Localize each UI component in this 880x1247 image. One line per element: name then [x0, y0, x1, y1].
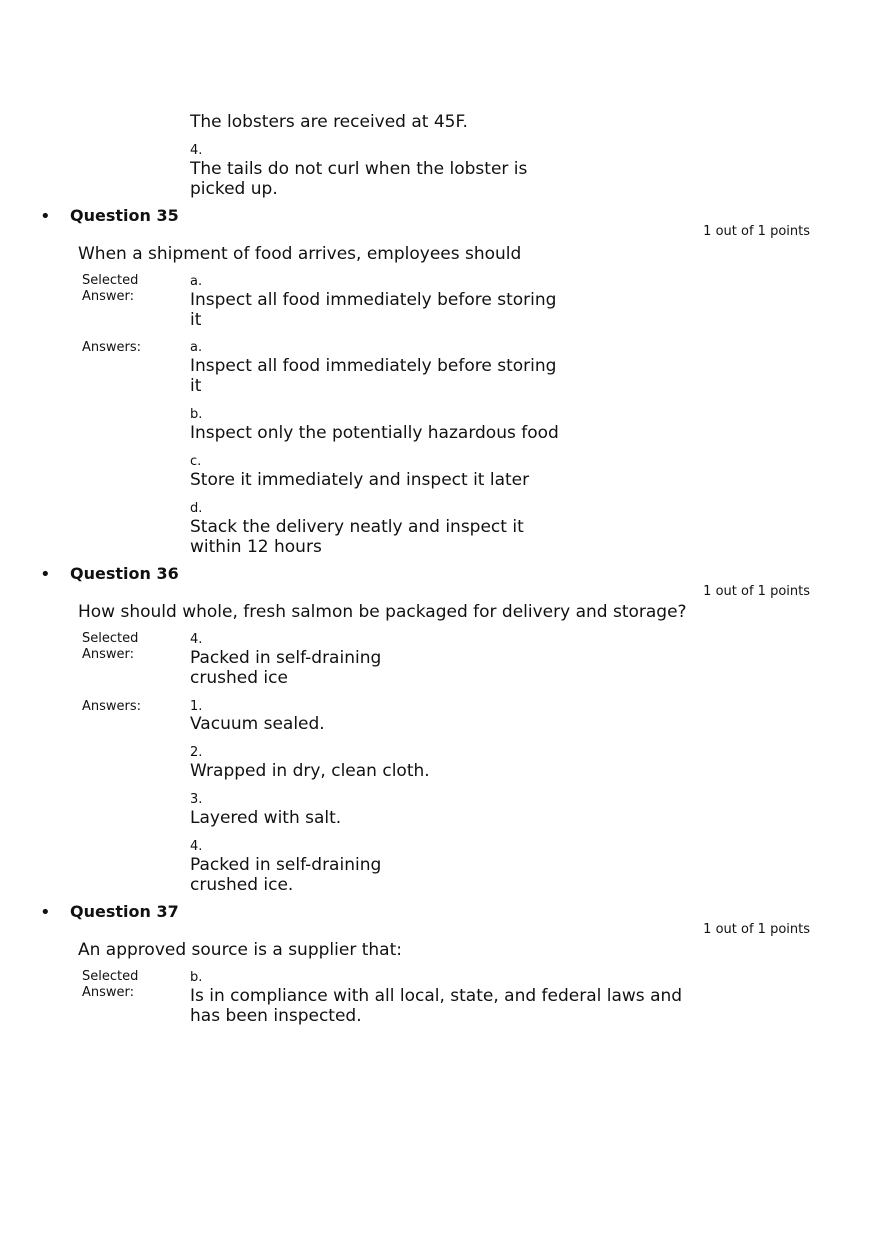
question-title: Question 35: [70, 206, 179, 225]
question-text: An approved source is a supplier that:: [78, 940, 402, 960]
selected-answer-letter: b.: [190, 970, 203, 985]
selected-answer-text: Inspect all food immediately before storing it: [190, 290, 557, 330]
answer-letter: 4.: [190, 839, 203, 854]
answer-text: Store it immediately and inspect it later: [190, 470, 530, 490]
selected-answer-letter: a.: [190, 274, 203, 289]
question-points: 1 out of 1 points: [703, 224, 810, 239]
continuation-answer-letter: 4.: [190, 143, 203, 158]
question-points: 1 out of 1 points: [703, 922, 810, 937]
answer-letter: 1.: [190, 699, 203, 714]
continuation-answer-text: The lobsters are received at 45F.: [190, 112, 468, 132]
selected-answer-label: Selected Answer:: [82, 273, 139, 304]
answer-text: Layered with salt.: [190, 808, 342, 828]
answer-letter: d.: [190, 501, 203, 516]
selected-answer-label: Selected Answer:: [82, 631, 139, 662]
answer-text: Stack the delivery neatly and inspect it within 12 hours: [190, 517, 524, 557]
answer-text: Inspect all food immediately before storing it: [190, 356, 557, 396]
answer-letter: 3.: [190, 792, 203, 807]
answer-text: Inspect only the potentially hazardous food: [190, 423, 559, 443]
answer-text: Wrapped in dry, clean cloth.: [190, 761, 430, 781]
question-text: How should whole, fresh salmon be packaged for delivery and storage?: [78, 602, 687, 622]
answer-letter: a.: [190, 340, 203, 355]
answers-label: Answers:: [82, 699, 142, 714]
bullet-icon: •: [40, 564, 51, 585]
answer-text: Packed in self-draining crushed ice.: [190, 855, 382, 895]
question-text: When a shipment of food arrives, employees should: [78, 244, 522, 264]
bullet-icon: •: [40, 902, 51, 923]
selected-answer-label: Selected Answer:: [82, 969, 139, 1000]
answer-letter: 2.: [190, 745, 203, 760]
answers-label: Answers:: [82, 340, 142, 355]
selected-answer-text: Is in compliance with all local, state, and federal laws and has been inspected.: [190, 986, 683, 1026]
question-points: 1 out of 1 points: [703, 584, 810, 599]
selected-answer-text: Packed in self-draining crushed ice: [190, 648, 382, 688]
answer-text: Vacuum sealed.: [190, 714, 325, 734]
question-title: Question 36: [70, 564, 179, 583]
bullet-icon: •: [40, 206, 51, 227]
continuation-answer-text: The tails do not curl when the lobster is picked up.: [190, 159, 528, 199]
answer-letter: b.: [190, 407, 203, 422]
answer-letter: c.: [190, 454, 202, 469]
selected-answer-letter: 4.: [190, 632, 203, 647]
question-title: Question 37: [70, 902, 179, 921]
